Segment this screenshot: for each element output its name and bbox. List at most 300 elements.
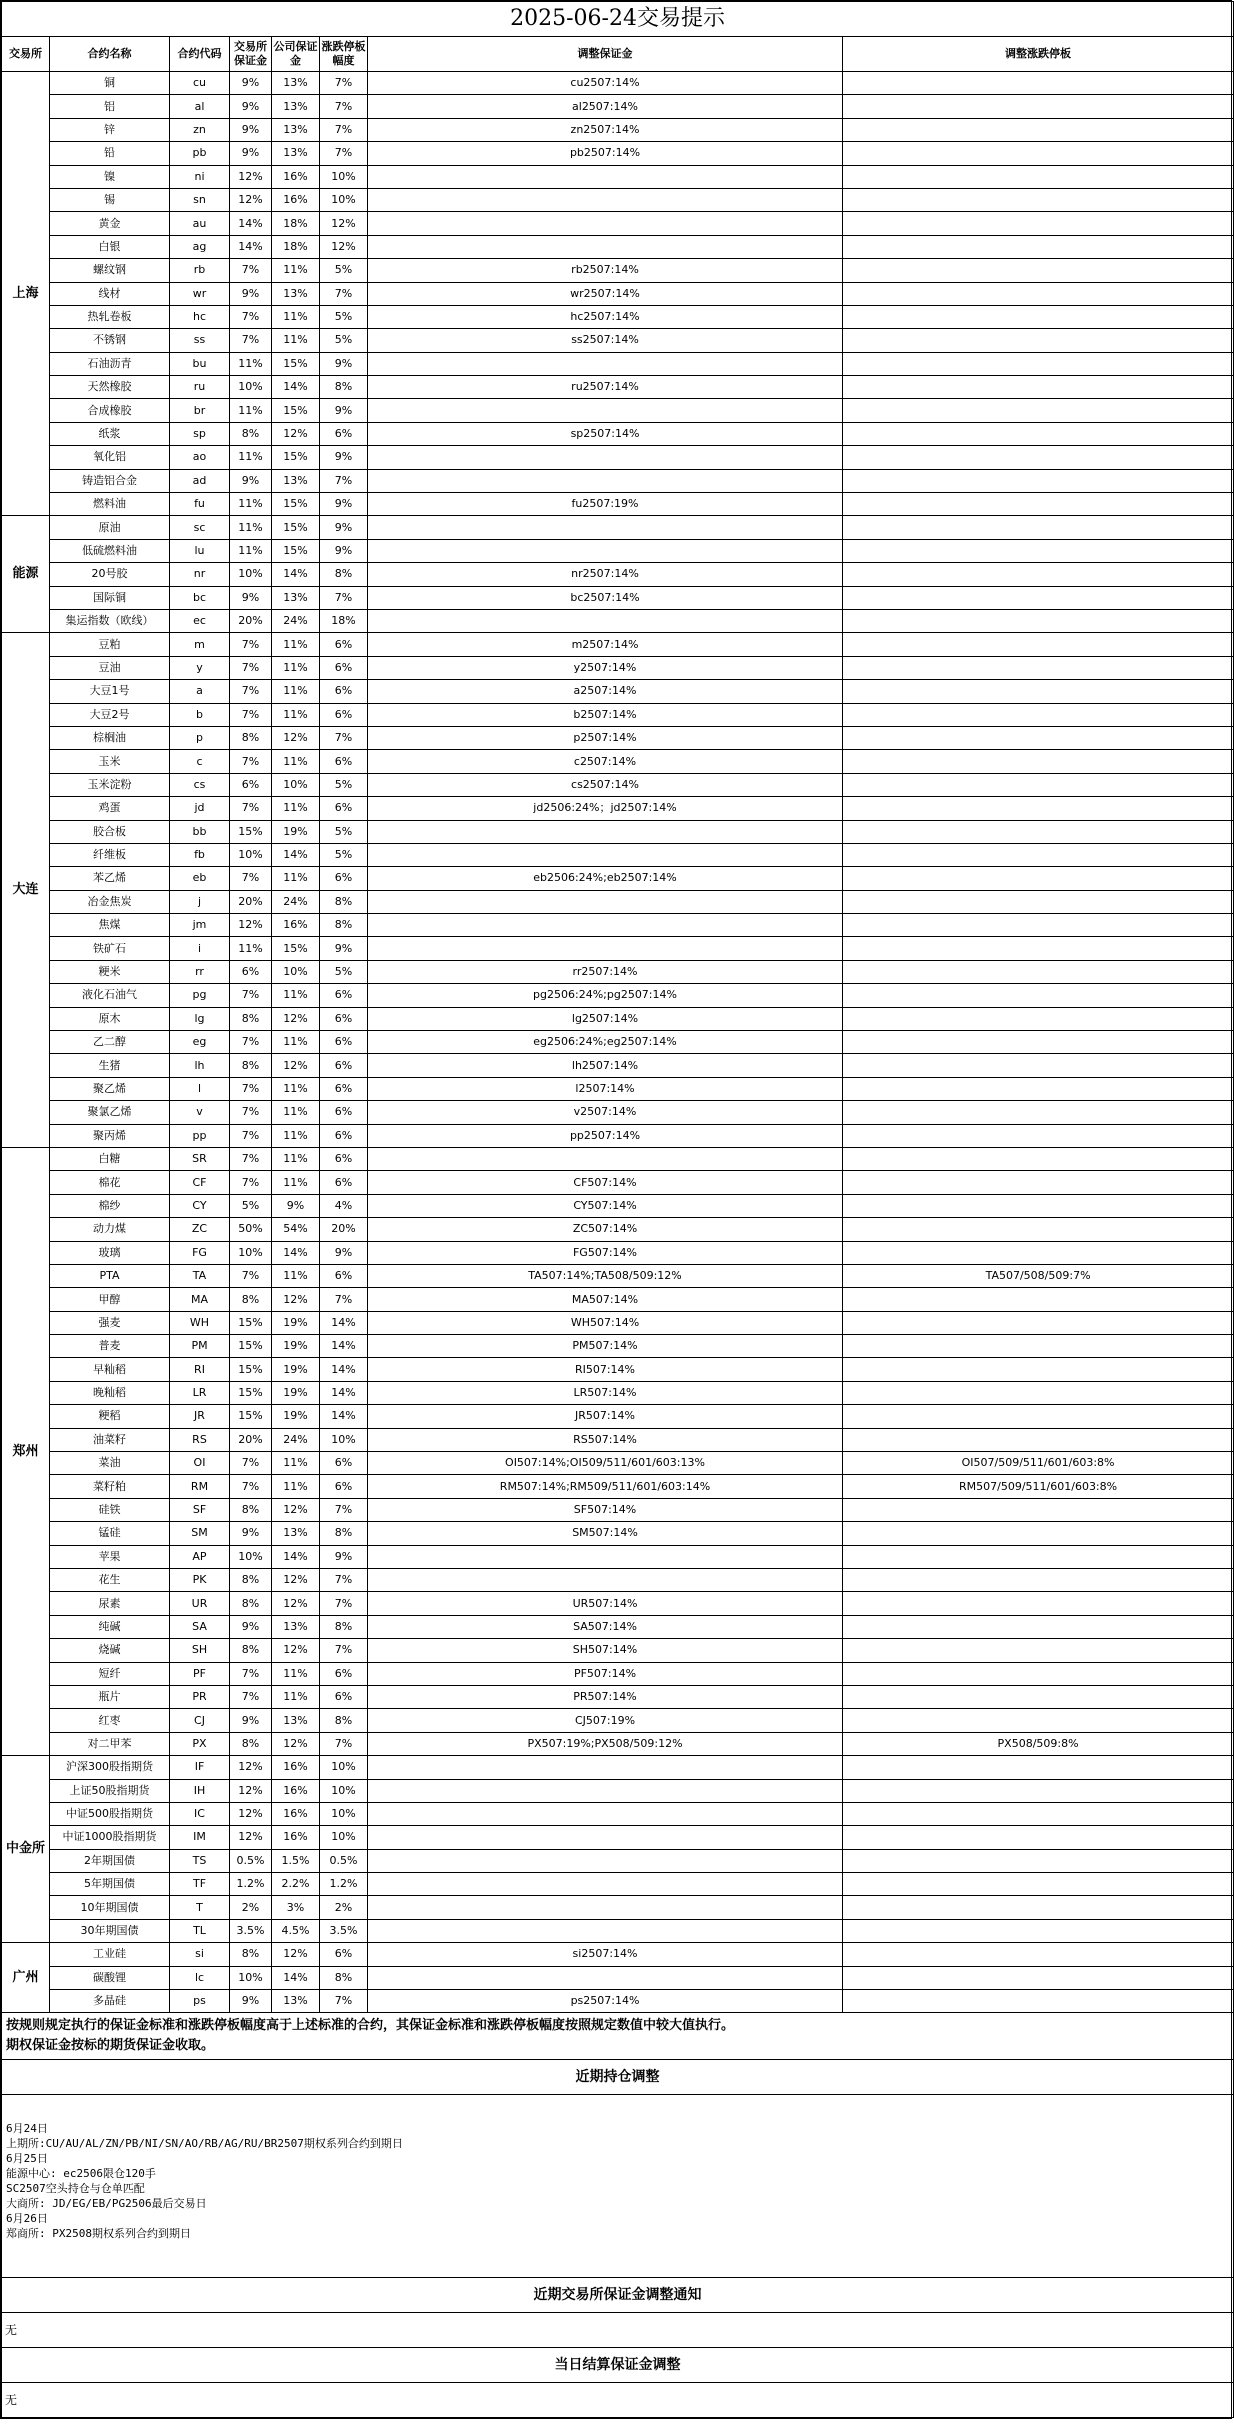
company-margin-cell: 11%	[272, 680, 320, 703]
company-margin-cell: 11%	[272, 1475, 320, 1498]
contract-code-cell: MA	[170, 1288, 230, 1311]
contract-code-cell: b	[170, 703, 230, 726]
company-margin-cell: 18%	[272, 235, 320, 258]
price-limit-cell: 9%	[320, 493, 368, 516]
price-limit-cell: 6%	[320, 656, 368, 679]
contract-name-cell: 低硫燃料油	[50, 539, 170, 562]
price-limit-cell: 14%	[320, 1311, 368, 1334]
company-margin-cell: 54%	[272, 1218, 320, 1241]
contract-name-cell: 铅	[50, 142, 170, 165]
adjusted-limit-cell	[843, 984, 1234, 1007]
exchange-margin-cell: 20%	[230, 609, 272, 632]
contract-code-cell: ZC	[170, 1218, 230, 1241]
exchange-margin-cell: 9%	[230, 142, 272, 165]
contract-row	[2, 118, 1234, 141]
price-limit-cell: 7%	[320, 726, 368, 749]
adjusted-margin-cell: ZC507:14%	[368, 1218, 843, 1241]
adjusted-margin-cell: p2507:14%	[368, 726, 843, 749]
contract-row	[2, 399, 1234, 422]
contract-row	[2, 1498, 1234, 1521]
exchange-margin-cell: 11%	[230, 493, 272, 516]
header-exchange: 交易所	[2, 37, 50, 72]
adjusted-margin-cell: RM507:14%;RM509/511/601/603:14%	[368, 1475, 843, 1498]
company-margin-cell: 13%	[272, 1709, 320, 1732]
company-margin-cell: 11%	[272, 259, 320, 282]
company-margin-cell: 11%	[272, 1452, 320, 1475]
contract-name-cell: 瓶片	[50, 1685, 170, 1708]
company-margin-cell: 19%	[272, 1405, 320, 1428]
adjusted-limit-cell	[843, 1685, 1234, 1708]
exchange-cell: 大连	[2, 633, 50, 1148]
adjusted-margin-cell: si2507:14%	[368, 1943, 843, 1966]
contract-row	[2, 1943, 1234, 1966]
header-price-limit: 涨跌停板幅度	[320, 37, 368, 72]
adjusted-limit-cell	[843, 726, 1234, 749]
adjusted-limit-cell	[843, 1405, 1234, 1428]
price-limit-cell: 7%	[320, 95, 368, 118]
contract-row	[2, 656, 1234, 679]
adjusted-margin-cell: PX507:19%;PX508/509:12%	[368, 1732, 843, 1755]
contract-row	[2, 797, 1234, 820]
contract-row	[2, 890, 1234, 913]
price-limit-cell: 5%	[320, 329, 368, 352]
contract-code-cell: bb	[170, 820, 230, 843]
price-limit-cell: 6%	[320, 1685, 368, 1708]
contract-name-cell: 粳米	[50, 960, 170, 983]
company-margin-cell: 24%	[272, 890, 320, 913]
contract-code-cell: PF	[170, 1662, 230, 1685]
contract-row	[2, 750, 1234, 773]
contract-row	[2, 1405, 1234, 1428]
contract-code-cell: cs	[170, 773, 230, 796]
adjusted-margin-cell: TA507:14%;TA508/509:12%	[368, 1264, 843, 1287]
adjusted-margin-cell	[368, 212, 843, 235]
contract-name-cell: 胶合板	[50, 820, 170, 843]
contract-row	[2, 680, 1234, 703]
contract-code-cell: TL	[170, 1919, 230, 1942]
contract-name-cell: 白银	[50, 235, 170, 258]
adjusted-limit-cell	[843, 1498, 1234, 1521]
contract-row	[2, 1569, 1234, 1592]
price-limit-cell: 7%	[320, 1288, 368, 1311]
company-margin-cell: 11%	[272, 329, 320, 352]
price-limit-cell: 12%	[320, 212, 368, 235]
company-margin-cell: 16%	[272, 1802, 320, 1825]
contract-name-cell: 鸡蛋	[50, 797, 170, 820]
contract-name-cell: 生猪	[50, 1054, 170, 1077]
company-margin-cell: 11%	[272, 305, 320, 328]
adjusted-limit-cell	[843, 1288, 1234, 1311]
page-title: 2025-06-24交易提示	[2, 2, 1234, 37]
exchange-margin-cell: 6%	[230, 773, 272, 796]
contract-row	[2, 539, 1234, 562]
adjusted-limit-cell	[843, 165, 1234, 188]
exchange-margin-cell: 15%	[230, 1311, 272, 1334]
contract-row	[2, 1522, 1234, 1545]
contract-row	[2, 1896, 1234, 1919]
contract-name-cell: 原油	[50, 516, 170, 539]
adjusted-limit-cell	[843, 1639, 1234, 1662]
price-limit-cell: 12%	[320, 235, 368, 258]
contract-name-cell: 线材	[50, 282, 170, 305]
adjusted-limit-cell	[843, 1054, 1234, 1077]
price-limit-cell: 5%	[320, 820, 368, 843]
exchange-margin-cell: 7%	[230, 984, 272, 1007]
company-margin-cell: 12%	[272, 1007, 320, 1030]
adjusted-limit-cell	[843, 305, 1234, 328]
price-limit-cell: 18%	[320, 609, 368, 632]
company-margin-cell: 12%	[272, 422, 320, 445]
company-margin-cell: 13%	[272, 72, 320, 95]
exchange-margin-cell: 8%	[230, 1569, 272, 1592]
exchange-margin-cell: 3.5%	[230, 1919, 272, 1942]
contract-name-cell: 晚籼稻	[50, 1381, 170, 1404]
adjusted-limit-cell	[843, 1171, 1234, 1194]
contract-name-cell: 乙二醇	[50, 1031, 170, 1054]
adjusted-margin-cell	[368, 1147, 843, 1170]
contract-code-cell: TS	[170, 1849, 230, 1872]
exchange-margin-cell: 7%	[230, 1475, 272, 1498]
company-margin-cell: 16%	[272, 1826, 320, 1849]
contract-name-cell: 甲醇	[50, 1288, 170, 1311]
adjusted-margin-cell: PF507:14%	[368, 1662, 843, 1685]
adjusted-margin-cell	[368, 1569, 843, 1592]
contract-row	[2, 469, 1234, 492]
contract-name-cell: 纤维板	[50, 843, 170, 866]
contract-name-cell: 铜	[50, 72, 170, 95]
adjusted-margin-cell: OI507:14%;OI509/511/601/603:13%	[368, 1452, 843, 1475]
contract-code-cell: hc	[170, 305, 230, 328]
contract-row	[2, 1802, 1234, 1825]
exchange-cell: 广州	[2, 1943, 50, 2013]
contract-row	[2, 446, 1234, 469]
exchange-margin-cell: 10%	[230, 1241, 272, 1264]
adjusted-limit-cell	[843, 1709, 1234, 1732]
adjusted-margin-cell	[368, 843, 843, 866]
price-limit-cell: 6%	[320, 1171, 368, 1194]
adjusted-margin-cell: v2507:14%	[368, 1101, 843, 1124]
adjusted-margin-cell	[368, 820, 843, 843]
contract-code-cell: SF	[170, 1498, 230, 1521]
contract-code-cell: AP	[170, 1545, 230, 1568]
contract-name-cell: 普麦	[50, 1335, 170, 1358]
contract-code-cell: br	[170, 399, 230, 422]
price-limit-cell: 9%	[320, 516, 368, 539]
exchange-margin-cell: 15%	[230, 1358, 272, 1381]
price-limit-cell: 9%	[320, 1241, 368, 1264]
price-limit-cell: 6%	[320, 1007, 368, 1030]
company-margin-cell: 11%	[272, 867, 320, 890]
adjusted-limit-cell	[843, 1101, 1234, 1124]
price-limit-cell: 7%	[320, 1732, 368, 1755]
company-margin-cell: 11%	[272, 703, 320, 726]
adjusted-limit-cell	[843, 1031, 1234, 1054]
contract-code-cell: fb	[170, 843, 230, 866]
contract-row	[2, 820, 1234, 843]
adjusted-margin-cell: wr2507:14%	[368, 282, 843, 305]
contract-name-cell: 玻璃	[50, 1241, 170, 1264]
adjusted-margin-cell: jd2506:24%；jd2507:14%	[368, 797, 843, 820]
header-contract-name: 合约名称	[50, 37, 170, 72]
adjusted-margin-cell: fu2507:19%	[368, 493, 843, 516]
exchange-cell: 中金所	[2, 1756, 50, 1943]
company-margin-cell: 10%	[272, 960, 320, 983]
contract-code-cell: j	[170, 890, 230, 913]
header-adjusted-margin: 调整保证金	[368, 37, 843, 72]
contract-name-cell: 棕榈油	[50, 726, 170, 749]
contract-row	[2, 726, 1234, 749]
adjusted-margin-cell	[368, 609, 843, 632]
company-margin-cell: 11%	[272, 1171, 320, 1194]
contract-row	[2, 1428, 1234, 1451]
exchange-margin-cell: 15%	[230, 1405, 272, 1428]
company-margin-cell: 19%	[272, 820, 320, 843]
company-margin-cell: 16%	[272, 188, 320, 211]
contract-row	[2, 329, 1234, 352]
adjusted-limit-cell	[843, 1802, 1234, 1825]
exchange-margin-cell: 7%	[230, 656, 272, 679]
exchange-margin-cell: 12%	[230, 165, 272, 188]
contract-code-cell: CJ	[170, 1709, 230, 1732]
adjusted-margin-cell: lh2507:14%	[368, 1054, 843, 1077]
company-margin-cell: 18%	[272, 212, 320, 235]
exchange-cell: 郑州	[2, 1147, 50, 1755]
exchange-margin-cell: 12%	[230, 1779, 272, 1802]
contract-name-cell: 动力煤	[50, 1218, 170, 1241]
contract-row	[2, 960, 1234, 983]
adjusted-limit-cell	[843, 1522, 1234, 1545]
adjusted-limit-cell	[843, 563, 1234, 586]
price-limit-cell: 3.5%	[320, 1919, 368, 1942]
adjusted-limit-cell	[843, 1943, 1234, 1966]
contract-row	[2, 1873, 1234, 1896]
contract-name-cell: 锰硅	[50, 1522, 170, 1545]
contract-row	[2, 72, 1234, 95]
adjusted-limit-cell	[843, 1849, 1234, 1872]
contract-name-cell: 玉米	[50, 750, 170, 773]
company-margin-cell: 19%	[272, 1381, 320, 1404]
contract-row	[2, 1288, 1234, 1311]
adjusted-limit-cell	[843, 1873, 1234, 1896]
adjusted-limit-cell	[843, 352, 1234, 375]
adjusted-limit-cell	[843, 937, 1234, 960]
contract-code-cell: IC	[170, 1802, 230, 1825]
company-margin-cell: 11%	[272, 1077, 320, 1100]
contract-code-cell: PK	[170, 1569, 230, 1592]
price-limit-cell: 8%	[320, 1966, 368, 1989]
exchange-margin-cell: 7%	[230, 329, 272, 352]
contract-name-cell: 棉纱	[50, 1194, 170, 1217]
contract-code-cell: ni	[170, 165, 230, 188]
adjusted-margin-cell: eb2506:24%;eb2507:14%	[368, 867, 843, 890]
company-margin-cell: 13%	[272, 1522, 320, 1545]
settlement-content: 无	[2, 2383, 1234, 2418]
adjusted-margin-cell	[368, 1826, 843, 1849]
exchange-margin-cell: 8%	[230, 1592, 272, 1615]
contract-code-cell: IF	[170, 1756, 230, 1779]
contract-code-cell: SA	[170, 1615, 230, 1638]
contract-row	[2, 235, 1234, 258]
company-margin-cell: 10%	[272, 773, 320, 796]
contract-code-cell: c	[170, 750, 230, 773]
adjusted-margin-cell: nr2507:14%	[368, 563, 843, 586]
contract-code-cell: CF	[170, 1171, 230, 1194]
price-limit-cell: 2%	[320, 1896, 368, 1919]
header-contract-code: 合约代码	[170, 37, 230, 72]
exchange-cell: 能源	[2, 516, 50, 633]
adjusted-limit-cell	[843, 1124, 1234, 1147]
contract-row	[2, 1171, 1234, 1194]
company-margin-cell: 12%	[272, 726, 320, 749]
contract-code-cell: l	[170, 1077, 230, 1100]
adjusted-limit-cell	[843, 1615, 1234, 1638]
contract-code-cell: rb	[170, 259, 230, 282]
contract-code-cell: TF	[170, 1873, 230, 1896]
exchange-margin-cell: 7%	[230, 1685, 272, 1708]
adjusted-margin-cell: MA507:14%	[368, 1288, 843, 1311]
exchange-margin-cell: 12%	[230, 1826, 272, 1849]
contract-code-cell: pp	[170, 1124, 230, 1147]
adjusted-limit-cell	[843, 516, 1234, 539]
contract-code-cell: ec	[170, 609, 230, 632]
price-limit-cell: 8%	[320, 890, 368, 913]
exchange-margin-cell: 1.2%	[230, 1873, 272, 1896]
contract-name-cell: 聚乙烯	[50, 1077, 170, 1100]
contract-name-cell: 铝	[50, 95, 170, 118]
adjusted-limit-cell	[843, 493, 1234, 516]
company-margin-cell: 19%	[272, 1358, 320, 1381]
contract-code-cell: lg	[170, 1007, 230, 1030]
price-limit-cell: 9%	[320, 539, 368, 562]
contract-name-cell: 5年期国债	[50, 1873, 170, 1896]
adjusted-margin-cell: rr2507:14%	[368, 960, 843, 983]
adjusted-margin-cell: cu2507:14%	[368, 72, 843, 95]
adjusted-margin-cell: CJ507:19%	[368, 1709, 843, 1732]
adjusted-margin-cell: ru2507:14%	[368, 376, 843, 399]
company-margin-cell: 15%	[272, 493, 320, 516]
price-limit-cell: 6%	[320, 1475, 368, 1498]
contract-row	[2, 1311, 1234, 1334]
price-limit-cell: 0.5%	[320, 1849, 368, 1872]
adjusted-limit-cell	[843, 1662, 1234, 1685]
adjusted-limit-cell	[843, 212, 1234, 235]
price-limit-cell: 8%	[320, 563, 368, 586]
adjusted-margin-cell	[368, 188, 843, 211]
contract-row	[2, 1124, 1234, 1147]
price-limit-cell: 8%	[320, 376, 368, 399]
contract-row	[2, 1241, 1234, 1264]
contract-code-cell: jd	[170, 797, 230, 820]
contract-row	[2, 1007, 1234, 1030]
adjusted-limit-cell	[843, 1358, 1234, 1381]
position-line: SC2507空头持仓与仓单匹配	[6, 2182, 145, 2196]
contract-name-cell: 烧碱	[50, 1639, 170, 1662]
price-limit-cell: 7%	[320, 142, 368, 165]
exchange-margin-cell: 50%	[230, 1218, 272, 1241]
adjusted-margin-cell: CF507:14%	[368, 1171, 843, 1194]
adjusted-limit-cell	[843, 1147, 1234, 1170]
exchange-margin-cell: 20%	[230, 890, 272, 913]
adjusted-margin-cell	[368, 1849, 843, 1872]
contract-code-cell: LR	[170, 1381, 230, 1404]
exchange-margin-cell: 7%	[230, 867, 272, 890]
adjusted-limit-cell	[843, 399, 1234, 422]
exchange-margin-cell: 10%	[230, 376, 272, 399]
adjusted-limit-cell	[843, 1077, 1234, 1100]
header-company-margin: 公司保证金	[272, 37, 320, 72]
adjusted-margin-cell	[368, 914, 843, 937]
price-limit-cell: 10%	[320, 1756, 368, 1779]
company-margin-cell: 11%	[272, 1101, 320, 1124]
adjusted-margin-cell	[368, 235, 843, 258]
contract-name-cell: 镍	[50, 165, 170, 188]
contract-row	[2, 212, 1234, 235]
contract-name-cell: 螺纹钢	[50, 259, 170, 282]
company-margin-cell: 11%	[272, 797, 320, 820]
exchange-margin-cell: 12%	[230, 1756, 272, 1779]
contract-code-cell: sc	[170, 516, 230, 539]
contract-row	[2, 1101, 1234, 1124]
contract-name-cell: 中证1000股指期货	[50, 1826, 170, 1849]
contract-name-cell: 油菜籽	[50, 1428, 170, 1451]
price-limit-cell: 14%	[320, 1381, 368, 1404]
adjusted-limit-cell	[843, 72, 1234, 95]
company-margin-cell: 9%	[272, 1194, 320, 1217]
adjusted-margin-cell: y2507:14%	[368, 656, 843, 679]
contract-code-cell: a	[170, 680, 230, 703]
contract-name-cell: 热轧卷板	[50, 305, 170, 328]
price-limit-cell: 20%	[320, 1218, 368, 1241]
contract-row	[2, 95, 1234, 118]
price-limit-cell: 9%	[320, 446, 368, 469]
company-margin-cell: 11%	[272, 1662, 320, 1685]
adjusted-margin-cell: ps2507:14%	[368, 1990, 843, 2013]
price-limit-cell: 7%	[320, 118, 368, 141]
company-margin-cell: 15%	[272, 937, 320, 960]
adjusted-margin-cell: PM507:14%	[368, 1335, 843, 1358]
contract-name-cell: 冶金焦炭	[50, 890, 170, 913]
contract-row	[2, 1147, 1234, 1170]
contract-row	[2, 773, 1234, 796]
margin-notice-content: 无	[2, 2313, 1234, 2348]
contract-row	[2, 1358, 1234, 1381]
adjusted-limit-cell	[843, 1241, 1234, 1264]
contract-code-cell: CY	[170, 1194, 230, 1217]
contract-code-cell: ag	[170, 235, 230, 258]
adjusted-margin-cell	[368, 1802, 843, 1825]
adjusted-margin-cell: b2507:14%	[368, 703, 843, 726]
contract-name-cell: 中证500股指期货	[50, 1802, 170, 1825]
position-line: 6月26日	[6, 2212, 48, 2226]
contract-row	[2, 1662, 1234, 1685]
contract-code-cell: T	[170, 1896, 230, 1919]
adjusted-limit-cell	[843, 1756, 1234, 1779]
contract-name-cell: 合成橡胶	[50, 399, 170, 422]
contract-code-cell: ss	[170, 329, 230, 352]
contract-code-cell: IM	[170, 1826, 230, 1849]
exchange-margin-cell: 7%	[230, 1662, 272, 1685]
price-limit-cell: 6%	[320, 422, 368, 445]
contract-name-cell: 10年期国债	[50, 1896, 170, 1919]
company-margin-cell: 13%	[272, 142, 320, 165]
company-margin-cell: 14%	[272, 1241, 320, 1264]
company-margin-cell: 12%	[272, 1943, 320, 1966]
exchange-margin-cell: 8%	[230, 1007, 272, 1030]
price-limit-cell: 14%	[320, 1335, 368, 1358]
adjusted-margin-cell	[368, 165, 843, 188]
adjusted-limit-cell	[843, 1826, 1234, 1849]
contract-name-cell: PTA	[50, 1264, 170, 1287]
